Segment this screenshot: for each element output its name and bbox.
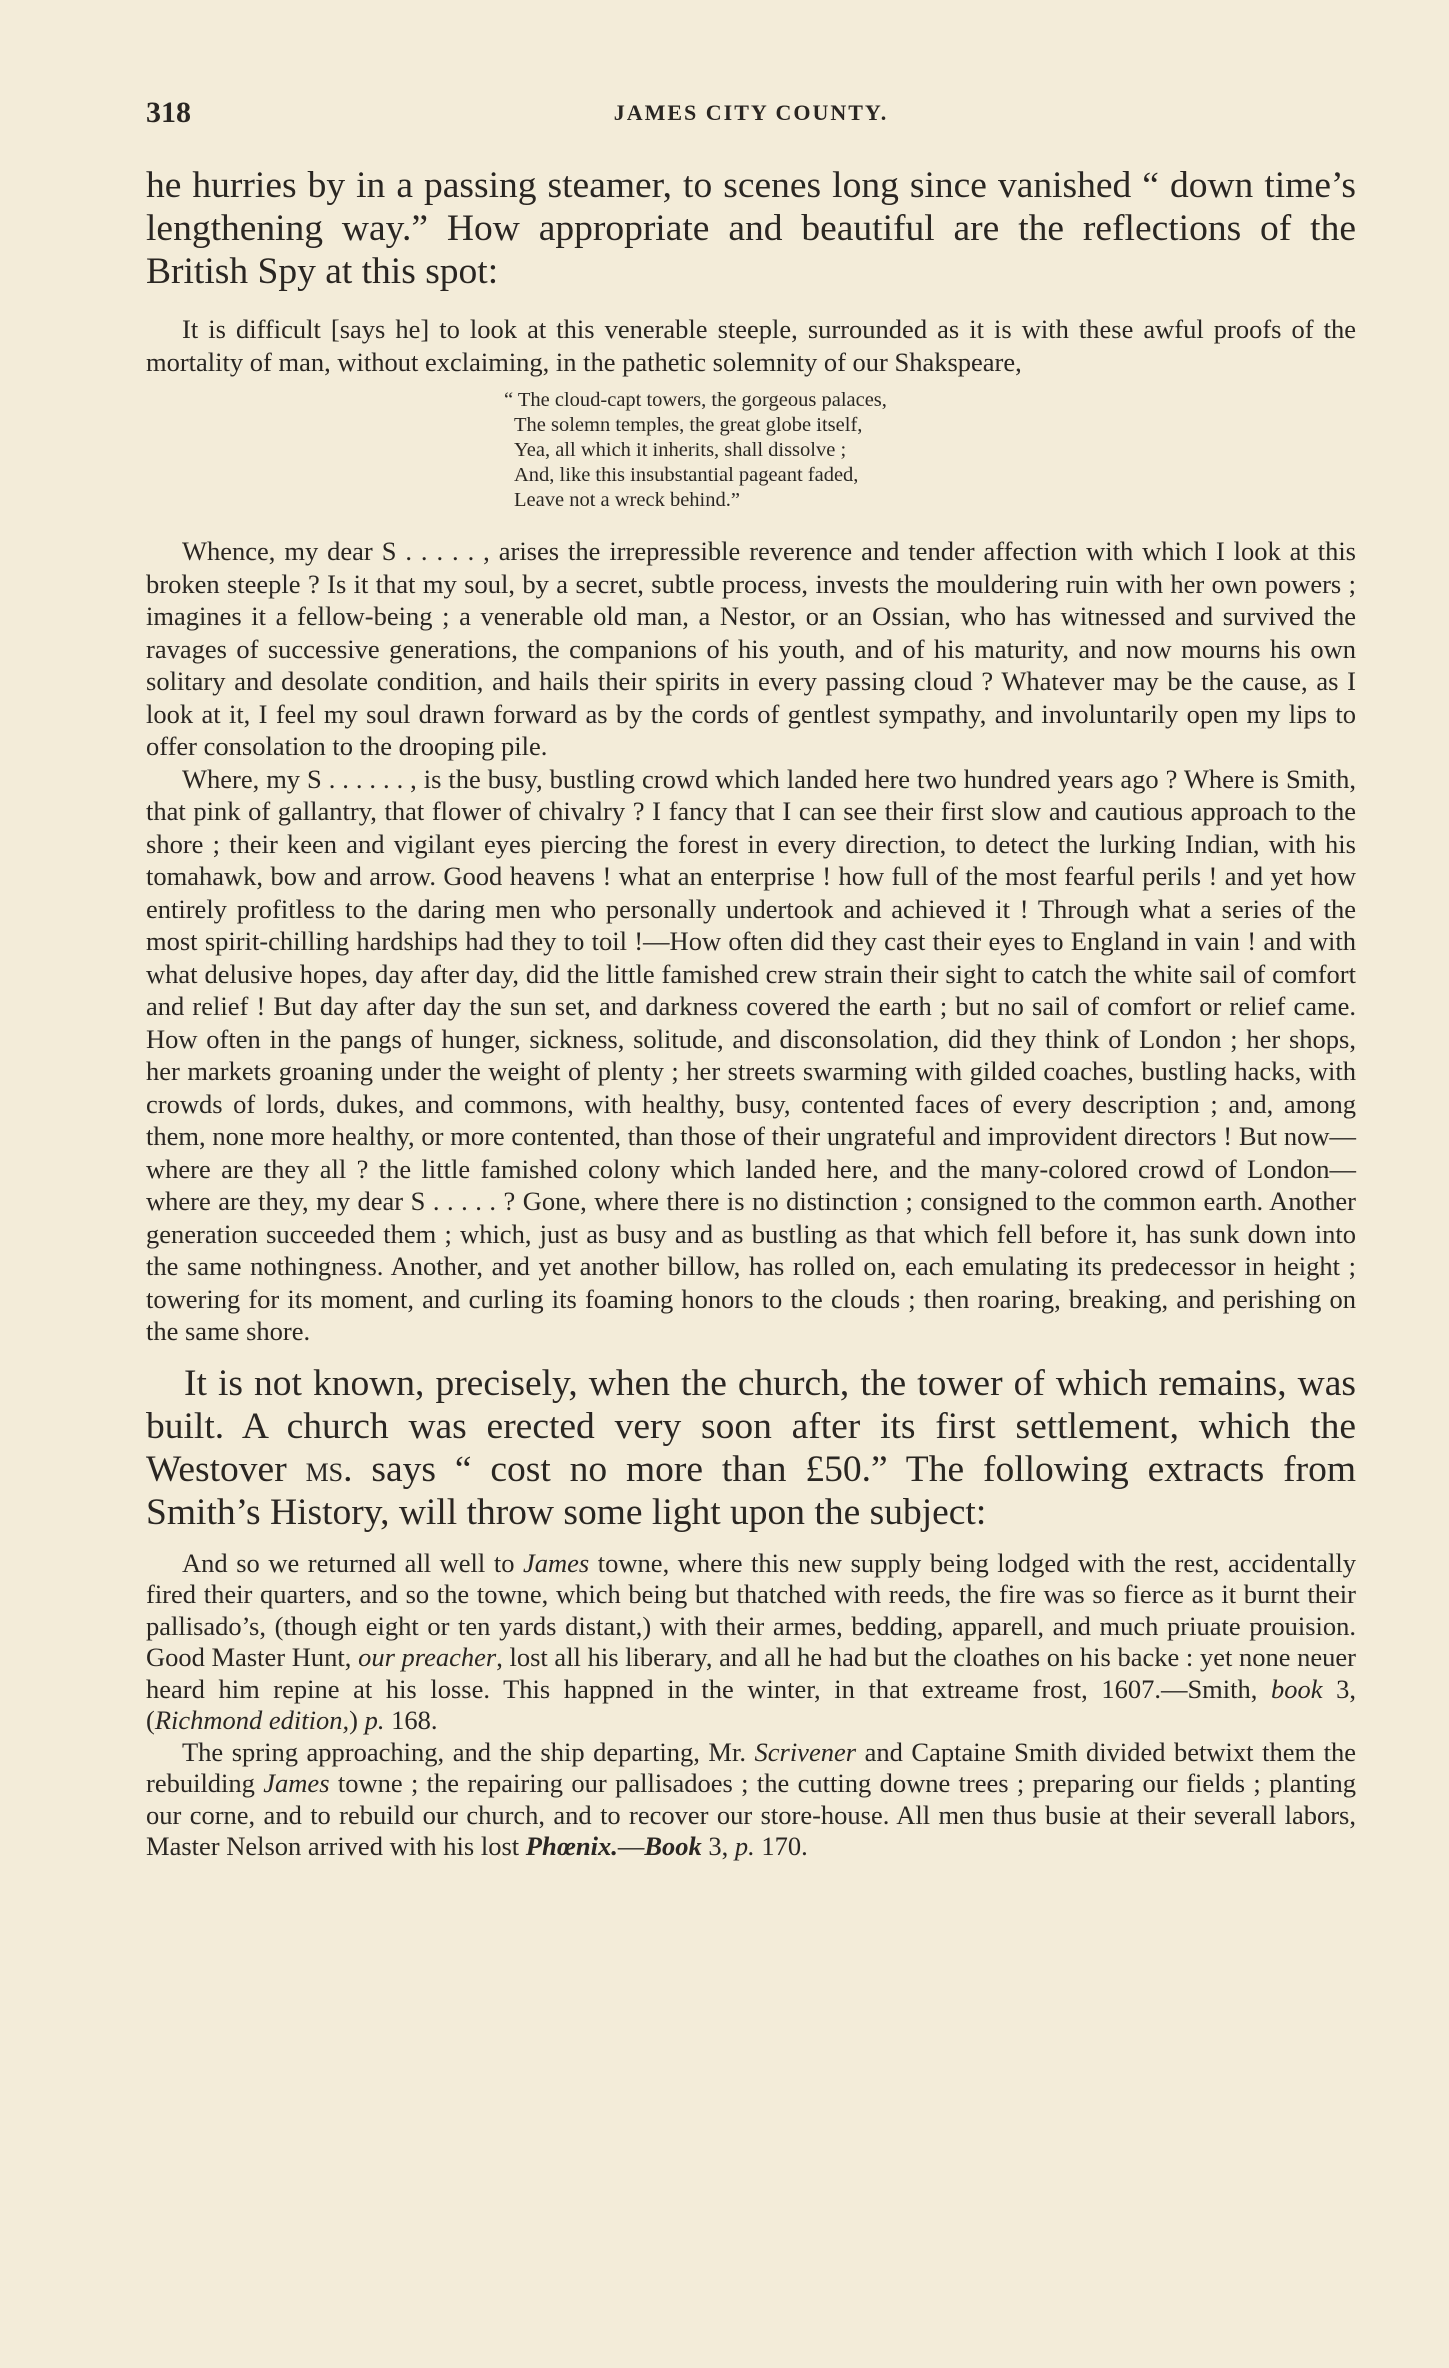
extract-text: 170.: [754, 1831, 808, 1861]
extract-italic: Book: [644, 1831, 702, 1861]
extract-text: And so we returned all well to: [182, 1547, 524, 1578]
extract-paragraph: [146, 1548, 1356, 1737]
extract-italic: Phœnix.: [525, 1831, 618, 1861]
extract-text: 3, (: [146, 1673, 1357, 1735]
extract-text: The spring approaching, and the ship departing, Mr.: [182, 1736, 755, 1767]
extract-paragraph: [146, 1737, 1356, 1863]
extract-italic: James: [263, 1768, 330, 1798]
verse-line: And, like this insubstantial pageant faded,: [514, 464, 859, 486]
church-paragraph: [146, 1362, 1356, 1534]
book-page: [146, 96, 1356, 1863]
ms-abbreviation: ms.: [305, 1448, 353, 1490]
quote-paragraph: Where, my S . . . . . . , is the busy, bustling crowd which landed here two hundred years ago ? Where is Smith, that pink of gallantry, that flower of chivalry ? I fancy that I can see their first slow and cautious approach to the shore ; their keen and vigilant eyes piercing the forest in every direction, to detect the lurking Indian, with his tomahawk, bow and arrow. Good heavens ! what an enterprise ! how full of the most fearful perils ! and yet how entirely profitless to the daring men who personally undertook and achieved it ! Through what a series of the most spirit-chilling hardships had they to toil !—How often did they cast their eyes to England in vain ! and with what delusive hopes, day after day, did the little famished crew strain their sight to catch the white sail of comfort and relief ! But day after day the sun set, and darkness covered the earth ; but no sail of comfort or relief came. How often in the pangs of hunger, sickness, solitude, and disconsolation, did they think of London ; her shops, her markets groaning under the weight of plenty ; her streets swarming with gilded coaches, bustling hacks, with crowds of lords, dukes, and commons, with healthy, busy, contented faces of every description ; and, among them, none more healthy, or more contented, than those of their ungrateful and improvident directors ! But now—where are they all ? the little famished colony which landed here, and the many-colored crowd of London—where are they, my dear S . . . . . ? Gone, where there is no distinction ; consigned to the common earth. Another generation succeeded them ; which, just as busy and as bustling as that which fell before it, has sunk down into the same nothingness. Another, and yet another billow, has rolled on, each emulating its predecessor in height ; towering for its moment, and curling its foaming honors to the clouds ; then roaring, breaking, and perishing on the same shore.: [146, 763, 1356, 1346]
extract-italic: our preacher: [358, 1642, 497, 1672]
extract-text: ): [349, 1705, 365, 1735]
church-text: says “ cost no more than £50.” The following extracts from Smith’s History, will throw some light upon the subject:: [146, 1448, 1357, 1533]
extract-italic: Richmond edition,: [154, 1705, 350, 1735]
extract-text: and Captaine Smith divided betwixt them the rebuilding: [146, 1736, 1356, 1798]
running-title: JAMES CITY COUNTY.: [613, 100, 889, 125]
extract-text: 3,: [701, 1831, 735, 1861]
page-number: 318: [146, 96, 191, 129]
verse-line: Yea, all which it inherits, shall dissolve ;: [514, 439, 847, 461]
extract-text: 168.: [384, 1705, 438, 1735]
smith-extracts: [146, 1548, 1356, 1863]
extract-text: towne ; the repairing our pallisadoes ; the cutting downe trees ; preparing our fields ; planting our corne, and to rebuild our church, and to recover our store-house. All men thus busie at their severall labors, Master Nelson arrived with his lost: [146, 1768, 1356, 1861]
church-text: It is not known, precisely, when the church, the tower of which remains, was built. A church was erected very soon after its first settlement, which the Westover: [146, 1362, 1356, 1490]
extract-text: , lost all his liberary, and all he had but the cloathes on his backe : yet none neuer heard him repine at his losse. This happned in the winter, in that extreame frost, 1607.—Smith,: [146, 1642, 1356, 1704]
extract-text: towne, where this new supply being lodged with the rest, accidentally fired their quarters, and so the towne, which being but thatched with reeds, the fire was so fierce as it burnt their pallisado’s, (though eight or ten yards distant,) with their armes, bedding, apparell, and much priuate prouision. Good Master Hunt,: [146, 1547, 1356, 1672]
extract-italic: James: [523, 1547, 590, 1578]
running-head: [146, 96, 1356, 136]
extract-italic: p.: [734, 1831, 755, 1861]
extract-text: —: [617, 1831, 645, 1861]
lead-paragraph: he hurries by in a passing steamer, to scenes long since vanished “ down time’s lengthening way.” How appropriate and beautiful are the reflections of the British Spy at this spot:: [146, 165, 1356, 292]
quote-intro: It is difficult [says he] to look at this venerable steeple, surrounded as it is with these awful proofs of the mortality of man, without exclaiming, in the pathetic solemnity of our Shakspeare,: [146, 314, 1356, 377]
verse-line: The solemn temples, the great globe itself,: [514, 414, 863, 436]
quote-paragraph: Whence, my dear S . . . . . , arises the irrepressible reverence and tender affection with which I look at this broken steeple ? Is it that my soul, by a secret, subtle process, invests the mouldering ruin with her own powers ; imagines it a fellow-being ; a venerable old man, a Nestor, or an Ossian, who has witnessed and survived the ravages of successive generations, the companions of his youth, and of his maturity, and now mourns his own solitary and desolate condition, and hails their spirits in every passing cloud ? Whatever may be the cause, as I look at it, I feel my soul drawn forward as by the cords of gentlest sympathy, and involuntarily open my lips to offer consolation to the drooping pile.: [146, 536, 1356, 761]
verse-line: Leave not a wreck behind.”: [514, 489, 740, 511]
british-spy-quote: [146, 313, 1356, 1348]
extract-italic: Scrivener: [754, 1736, 857, 1767]
extract-italic: book: [1271, 1673, 1323, 1704]
extract-italic: p.: [364, 1705, 385, 1735]
shakespeare-verse: [504, 388, 1356, 513]
verse-line: “ The cloud-capt towers, the gorgeous palaces,: [504, 389, 887, 411]
